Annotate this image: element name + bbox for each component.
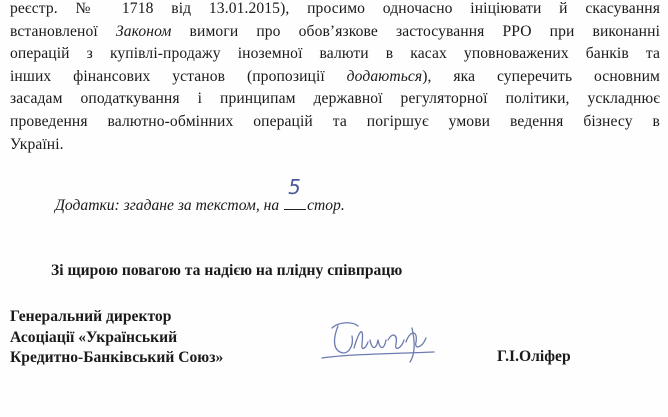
signatory-position: Генеральний директор [10,308,172,325]
signatory-org-line2: Кредитно-Банківський Союз» [10,349,224,366]
attachments-prefix: Додатки: згадане за текстом, на [55,197,284,214]
body-line: проведення валютно-обмінних операцій та погіршує умови ведення бізнесу в [10,112,660,130]
page-count-blank [284,175,306,210]
attachments-suffix: стор. [307,197,345,214]
body-line: операцій з купівлі-продажу іноземної валюти в касах уповноважених банків та [10,45,660,63]
emphasized-term: Законом [115,22,172,40]
signatory-org-line1: Асоціації «Український [10,328,178,346]
body-text: інших фінансових установ (пропозиції [10,67,347,85]
body-text: вимоги про обов’язкове застосування РРО при виконанні [171,22,661,40]
attachments-line [55,175,345,215]
body-line: засадам оподаткування і принципам державної регуляторної політики, ускладнює [10,90,660,108]
emphasized-term: додаються [346,67,423,85]
body-line [10,66,660,89]
body-line: Україні. [10,135,64,153]
signatory-title-block [10,307,223,369]
body-line [10,21,660,44]
body-text: ), яка суперечить основним [422,67,660,85]
handwritten-signature [318,318,438,366]
closing-phrase: Зі щирою повагою та надією на плідну співпрацю [51,262,403,279]
body-paragraph [10,0,660,156]
body-line: реєстр. № 1718 від 13.01.2015), просимо одночасно ініціювати й скасування [10,0,660,17]
body-text: встановленої [10,22,116,40]
signatory-name: Г.І.Оліфер [497,348,571,365]
handwritten-page-count: 5 [288,175,301,199]
